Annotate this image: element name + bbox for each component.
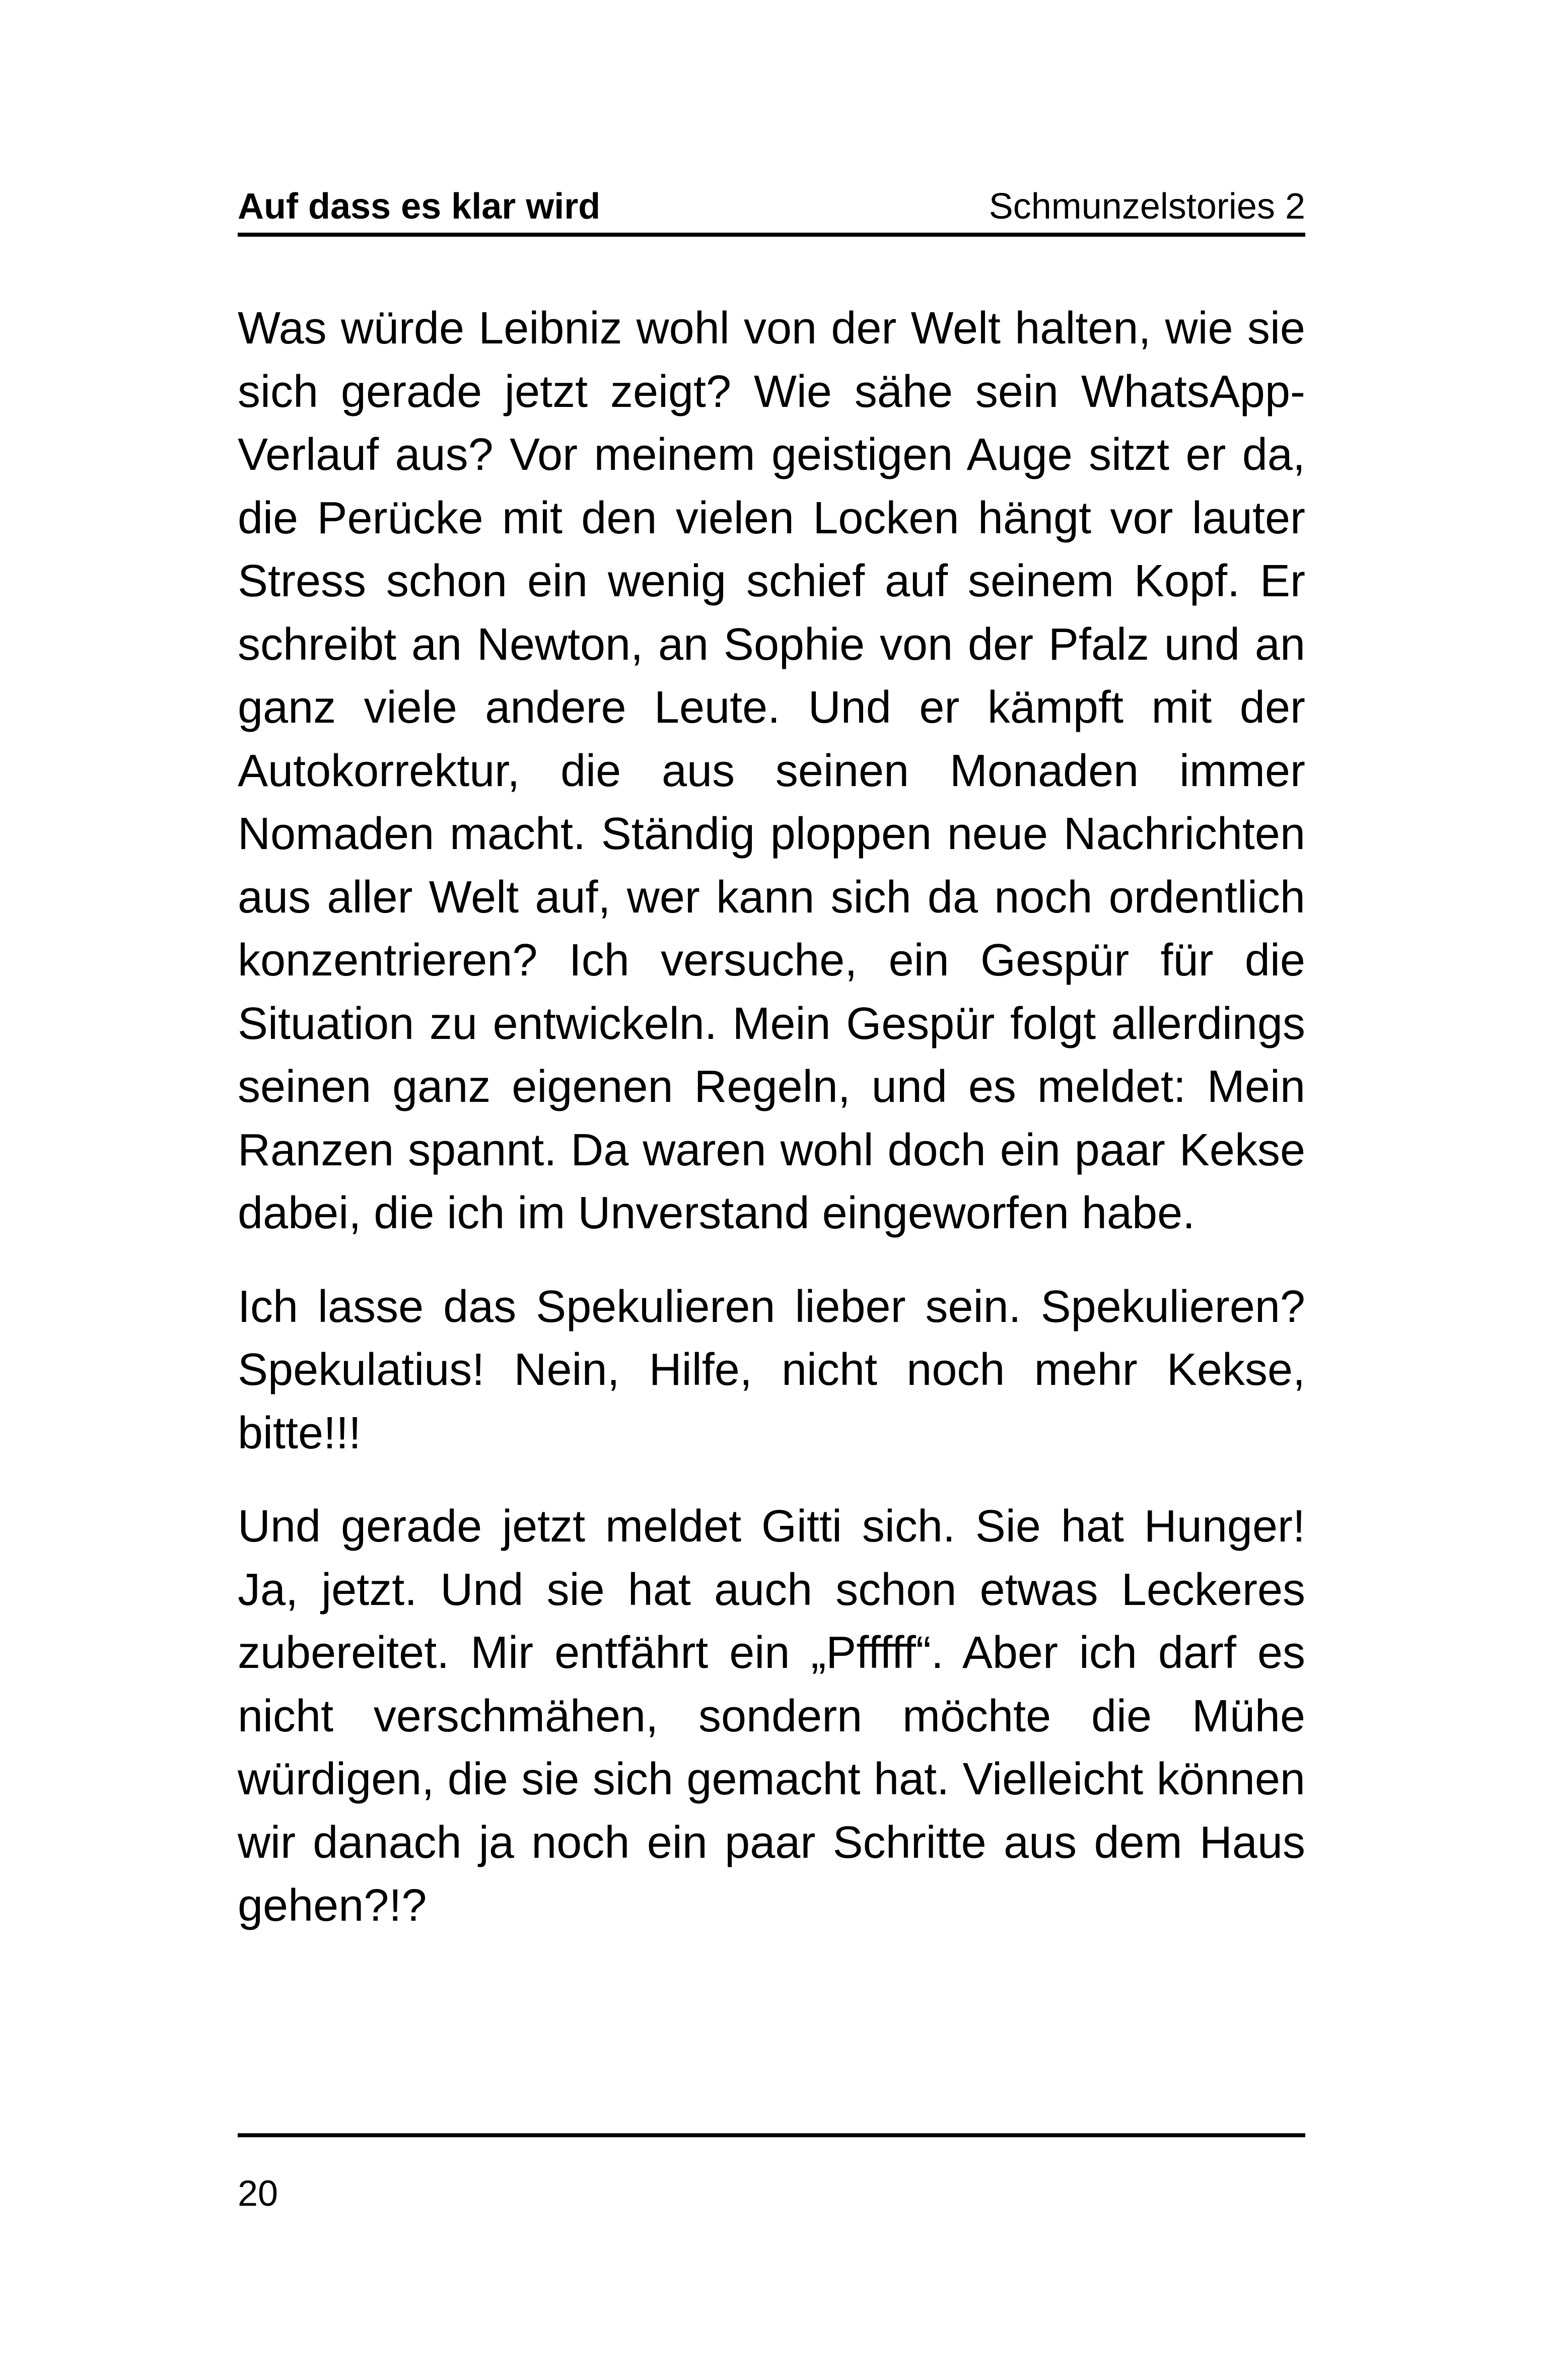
header-divider	[238, 233, 1305, 237]
paragraph: Ich lasse das Spekulieren lieber sein. Spekulieren? Spekulatius! Nein, Hilfe, nicht noch mehr Kekse, bitte!!!	[238, 1281, 1305, 1458]
paragraph: Und gerade jetzt meldet Gitti sich. Sie hat Hunger! Ja, jetzt. Und sie hat auch schon etwas Leckeres zubereitet. Mir entfährt ein „Pfffff“. Aber ich darf es nicht verschmähen, sondern möchte die Mühe würdigen, die sie sich gemacht hat. Vielleicht können wir danach ja noch ein paar Schritte aus dem Haus gehen?!?	[238, 1501, 1305, 1931]
paragraph: Was würde Leibniz wohl von der Welt halten, wie sie sich gerade jetzt zeigt? Wie sähe sein WhatsApp-Verlauf aus? Vor meinem geistigen Auge sitzt er da, die Perücke mit den vielen Locken hängt vor lauter Stress schon ein wenig schief auf seinem Kopf. Er schreibt an Newton, an Sophie von der Pfalz und an ganz viele andere Leute. Und er kämpft mit der Autokorrektur, die aus seinen Monaden immer Nomaden macht. Ständig ploppen neue Nachrichten aus aller Welt auf, wer kann sich da noch ordentlich konzentrieren? Ich versuche, ein Gespür für die Situation zu entwickeln. Mein Gespür folgt allerdings seinen ganz eigenen Regeln, und es meldet: Mein Ranzen spannt. Da waren wohl doch ein paar Kekse dabei, die ich im Unverstand eingeworfen habe.	[238, 303, 1305, 1238]
page-number: 20	[238, 2174, 278, 2214]
body-text	[238, 297, 1305, 1968]
book-title: Schmunzelstories 2	[989, 186, 1305, 227]
running-header	[238, 176, 1305, 225]
chapter-title: Auf dass es klar wird	[238, 186, 601, 227]
footer-divider	[238, 2133, 1305, 2137]
